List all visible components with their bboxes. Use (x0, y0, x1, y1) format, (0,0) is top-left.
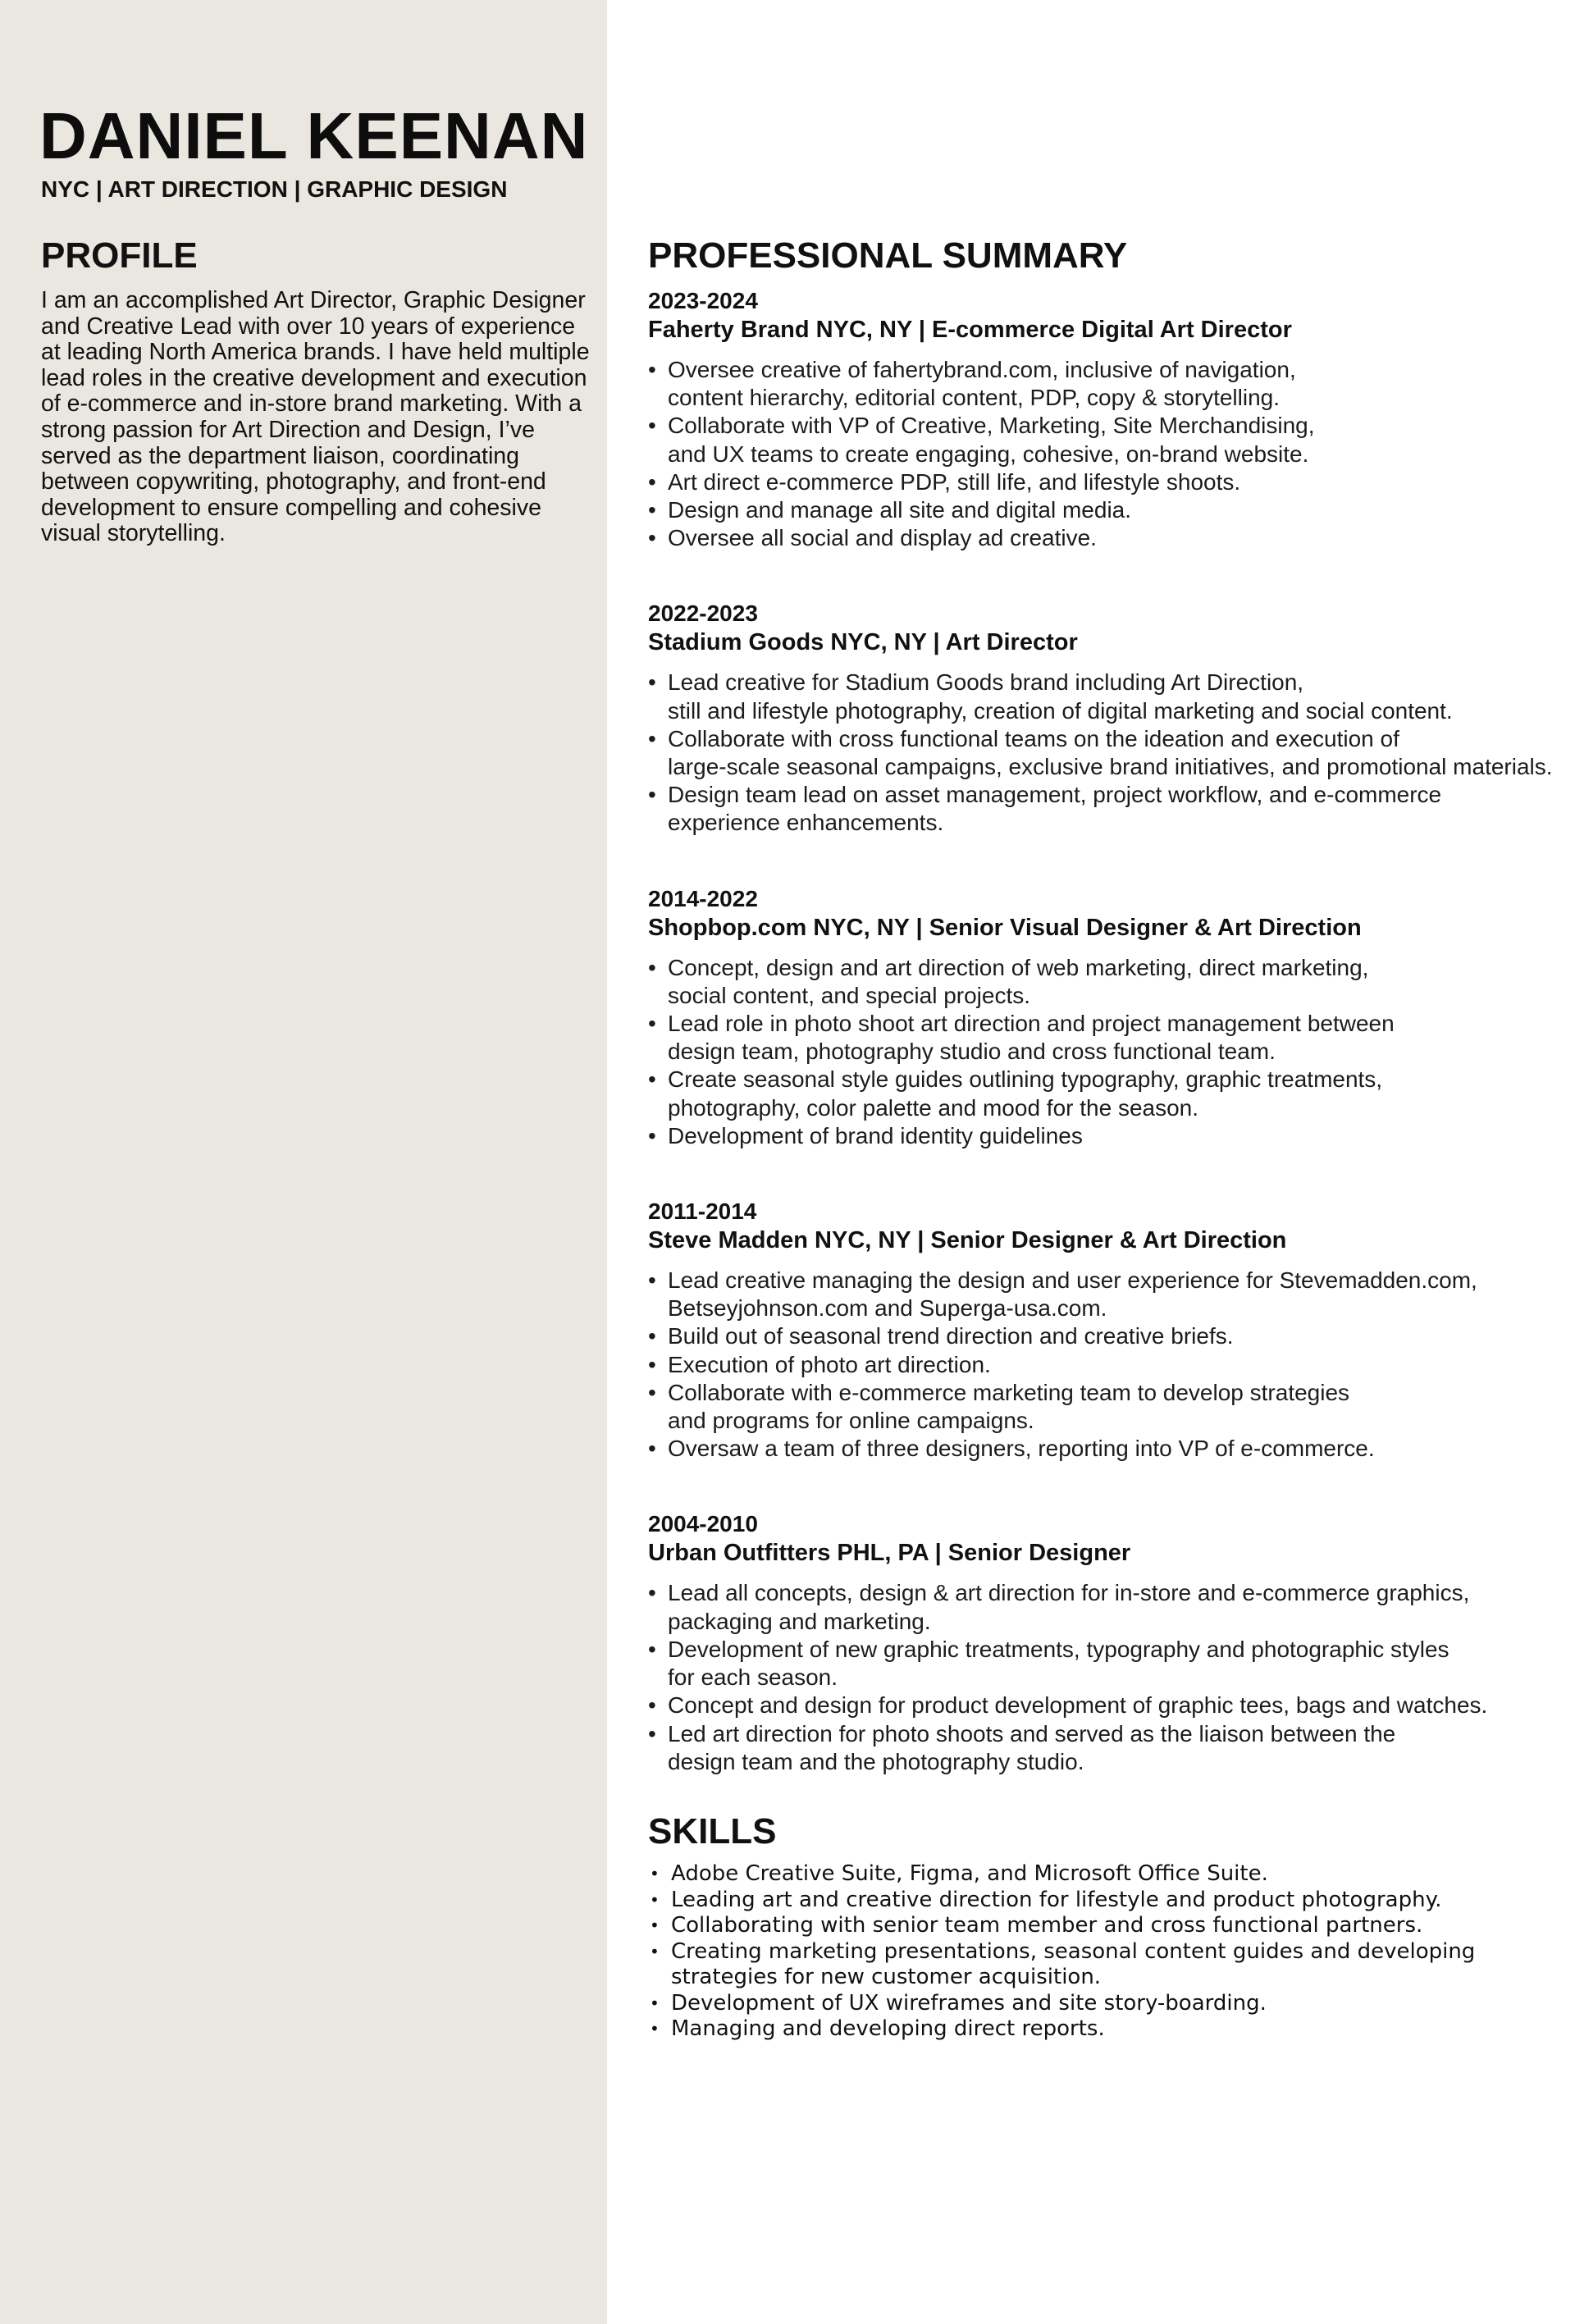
job-bullet: • Design team lead on asset management, project workflow, and e-commerce experience enhancements. (648, 782, 1442, 836)
bullet-icon: • (648, 1692, 656, 1719)
job-bullets (648, 356, 1559, 552)
profile-text: I am an accomplished Art Director, Graphic Designer and Creative Lead with over 10 years of experience at leading North America brands. I have held multiple lead roles in the creative development and execution of e-commerce and in-store brand marketing. With a strong passion for Art Direction and Design, I’ve served as the department liaison, coordinating between copywriting, photography, and front-end development to ensure compelling and cohesive visual storytelling. (41, 287, 590, 547)
bullet-icon: • (648, 1436, 656, 1462)
bullet-icon: • (650, 1863, 660, 1883)
job-entry (648, 287, 1559, 552)
job-years: 2014-2022 (648, 885, 758, 911)
job-bullets (648, 1579, 1559, 1775)
bullet-icon: • (648, 1122, 656, 1148)
bullet-icon: • (650, 1993, 660, 2013)
bullet-icon: • (650, 2019, 660, 2039)
sidebar-panel (0, 0, 607, 2324)
bullet-icon: • (648, 357, 656, 382)
skill-item: • Development of UX wireframes and site story-boarding. (650, 1990, 1267, 2016)
job-bullet: • Development of new graphic treatments, typography and photographic styles for each season. (648, 1636, 1449, 1691)
job-entry (648, 1510, 1559, 1775)
skill-item: • Collaborating with senior team member and cross functional partners. (650, 1913, 1423, 1938)
bullet-icon: • (648, 1636, 656, 1662)
job-bullet: • Development of brand identity guidelines (648, 1122, 1559, 1150)
job-bullet: • Concept and design for product development of graphic tees, bags and watches. (648, 1692, 1559, 1719)
job-bullet: • Lead all concepts, design & art direction for in-store and e-commerce graphics, packaging and marketing. (648, 1580, 1470, 1634)
job-bullet: • Art direct e-commerce PDP, still life, and lifestyle shoots. (648, 468, 1559, 496)
bullet-icon: • (648, 468, 656, 495)
job-years: 2023-2024 (648, 288, 758, 313)
job-years: 2011-2014 (648, 1199, 757, 1225)
bullet-icon: • (648, 1720, 656, 1746)
summary-heading: PROFESSIONAL SUMMARY (648, 235, 1128, 276)
bullet-icon: • (648, 669, 656, 696)
bullet-icon: • (648, 497, 656, 523)
bullet-icon: • (648, 1267, 656, 1294)
job-entry (648, 600, 1559, 837)
bullet-icon: • (648, 1379, 656, 1405)
job-bullet: • Design and manage all site and digital media. (648, 496, 1559, 524)
skills-list (648, 1861, 1559, 2043)
bullet-icon: • (648, 525, 656, 551)
bullet-icon: • (648, 1066, 656, 1093)
bullet-icon: • (648, 725, 656, 751)
job-title: Shopbop.com NYC, NY | Senior Visual Designer & Art Direction (648, 914, 1362, 941)
bullet-icon: • (650, 1889, 660, 1910)
bullet-icon: • (650, 1915, 660, 1936)
job-bullet: • Create seasonal style guides outlining typography, graphic treatments, photography, color palette and mood for the season. (648, 1066, 1383, 1121)
bullet-icon: • (650, 1941, 660, 1961)
main-content (648, 233, 1559, 2043)
job-years: 2004-2010 (648, 1511, 758, 1537)
job-bullet: • Collaborate with VP of Creative, Marketing, Site Merchandising, and UX teams to create engaging, cohesive, on-brand website. (648, 413, 1315, 467)
skills-heading: SKILLS (648, 1810, 777, 1851)
job-title: Stadium Goods NYC, NY | Art Director (648, 629, 1078, 656)
skill-item: • Adobe Creative Suite, Figma, and Microsoft Office Suite. (650, 1861, 1268, 1886)
job-title: Faherty Brand NYC, NY | E-commerce Digital Art Director (648, 317, 1292, 343)
job-bullet: • Lead creative for Stadium Goods brand including Art Direction, still and lifestyle photography, creation of digital marketing and social content. (648, 669, 1453, 724)
bullet-icon: • (648, 1011, 656, 1037)
candidate-name: DANIEL KEENAN (39, 99, 589, 172)
job-bullet: • Collaborate with e-commerce marketing team to develop strategies and programs for online campaigns. (648, 1379, 1350, 1434)
job-list (648, 287, 1559, 1776)
job-entry (648, 885, 1559, 1150)
job-years: 2022-2023 (648, 600, 758, 627)
job-bullet: • Oversee all social and display ad creative. (648, 524, 1559, 552)
job-bullets (648, 669, 1559, 837)
bullet-icon: • (648, 954, 656, 980)
job-bullets (648, 954, 1559, 1150)
skill-item: • Managing and developing direct reports. (650, 2016, 1105, 2042)
bullet-icon: • (648, 413, 656, 439)
bullet-icon: • (648, 1351, 656, 1377)
job-bullet: • Oversaw a team of three designers, reporting into VP of e-commerce. (648, 1435, 1559, 1463)
job-bullet: • Execution of photo art direction. (648, 1351, 1559, 1379)
bullet-icon: • (648, 1580, 656, 1606)
job-bullets (648, 1267, 1559, 1463)
job-bullet: • Lead role in photo shoot art direction and project management between design team, photography studio and cross functional team. (648, 1011, 1395, 1065)
job-bullet: • Concept, design and art direction of web marketing, direct marketing, social content, and special projects. (648, 954, 1369, 1008)
candidate-tagline: NYC | ART DIRECTION | GRAPHIC DESIGN (41, 176, 508, 202)
job-title: Urban Outfitters PHL, PA | Senior Designer (648, 1540, 1131, 1567)
bullet-icon: • (648, 782, 656, 808)
job-bullet: • Build out of seasonal trend direction and creative briefs. (648, 1322, 1559, 1350)
job-bullet: • Lead creative managing the design and user experience for Stevemadden.com, Betseyjohnson.com and Superga-usa.com. (648, 1267, 1477, 1322)
job-title: Steve Madden NYC, NY | Senior Designer & Art Direction (648, 1227, 1287, 1254)
job-bullet: • Collaborate with cross functional teams on the ideation and execution of large-scale seasonal campaigns, exclusive brand initiatives, and promotional materials. (648, 725, 1553, 780)
job-entry (648, 1198, 1559, 1463)
profile-heading: PROFILE (41, 235, 198, 276)
skill-item: • Leading art and creative direction for lifestyle and product photography. (650, 1887, 1442, 1912)
skills-section (648, 1809, 1559, 2043)
job-bullet: • Led art direction for photo shoots and served as the liaison between the design team and the photography studio. (648, 1720, 1396, 1774)
skill-item: • Creating marketing presentations, seasonal content guides and developing strategies for new customer acquisition. (650, 1938, 1476, 1990)
job-bullet: • Oversee creative of fahertybrand.com, inclusive of navigation, content hierarchy, editorial content, PDP, copy & storytelling. (648, 357, 1296, 411)
bullet-icon: • (648, 1323, 656, 1349)
